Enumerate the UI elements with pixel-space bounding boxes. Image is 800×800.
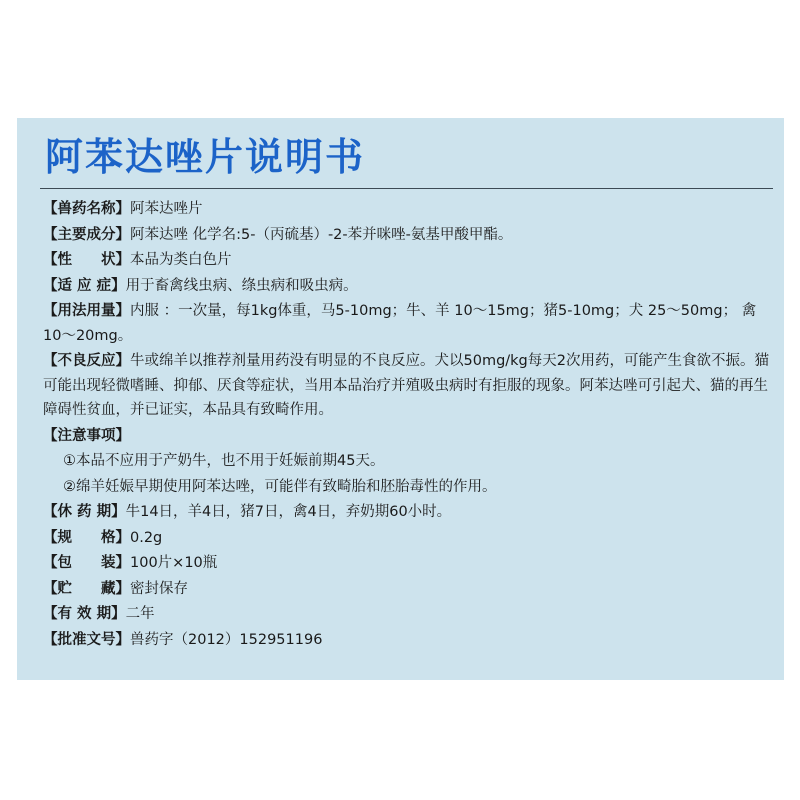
label-dosage: 【用法用量】 bbox=[43, 303, 130, 319]
value-storage: 密封保存 bbox=[130, 580, 188, 597]
value-packaging: 100片×10瓶 bbox=[130, 555, 218, 571]
row-drug-name bbox=[43, 197, 773, 222]
row-withdrawal-period bbox=[43, 500, 773, 525]
value-specification: 0.2g bbox=[130, 529, 163, 546]
label-packaging: 【包 装】 bbox=[43, 555, 130, 571]
row-indications bbox=[43, 274, 773, 299]
label-indications: 【适 应 症】 bbox=[43, 277, 126, 294]
value-shelf-life: 二年 bbox=[125, 606, 155, 622]
precaution-item: ②绵羊妊娠早期使用阿苯达唑，可能伴有致畸胎和胚胎毒性的作用。 bbox=[63, 478, 497, 495]
label-adverse-reactions: 【不良反应】 bbox=[43, 353, 130, 369]
leaflet-content bbox=[43, 197, 773, 653]
value-withdrawal-period: 牛14日，羊4日，猪7日，禽4日，弃奶期60小时。 bbox=[125, 504, 452, 520]
row-adverse-reactions bbox=[43, 349, 773, 423]
value-appearance: 本品为类白色片 bbox=[130, 252, 232, 268]
label-precautions: 【注意事项】 bbox=[43, 427, 130, 444]
precaution-item: ①本品不应用于产奶牛，也不用于妊娠前期45天。 bbox=[63, 453, 385, 469]
row-shelf-life bbox=[43, 602, 773, 627]
label-approval-number: 【批准文号】 bbox=[43, 631, 130, 648]
label-shelf-life: 【有 效 期】 bbox=[43, 606, 126, 622]
label-specification: 【规 格】 bbox=[43, 529, 130, 546]
row-ingredients bbox=[43, 223, 773, 248]
title-divider bbox=[40, 188, 773, 189]
value-indications: 用于畜禽线虫病、绦虫病和吸虫病。 bbox=[125, 277, 358, 294]
row-approval-number bbox=[43, 628, 773, 653]
value-drug-name: 阿苯达唑片 bbox=[130, 201, 203, 217]
value-adverse-reactions: 牛或绵羊以推荐剂量用药没有明显的不良反应。犬以50mg/kg每天2次用药，可能产生食欲不振。猫可能出现轻微嗜睡、抑郁、厌食等症状，当用本品治疗并殖吸虫病时有拒服的现象。阿苯达唑可引起犬、猫的再生障碍性贫血，并已证实，本品具有致畸作用。 bbox=[43, 353, 769, 418]
label-withdrawal-period: 【休 药 期】 bbox=[43, 504, 126, 520]
row-dosage bbox=[43, 299, 773, 348]
value-approval-number: 兽药字（2012）152951196 bbox=[130, 631, 323, 648]
value-ingredients: 阿苯达唑 化学名:5-（丙硫基）-2-苯并咪唑-氨基甲酸甲酯。 bbox=[130, 226, 513, 243]
document-title: 阿苯达唑片说明书 bbox=[45, 135, 366, 179]
row-specification bbox=[43, 526, 773, 551]
row-packaging bbox=[43, 551, 773, 576]
row-precautions bbox=[43, 424, 773, 449]
label-drug-name: 【兽药名称】 bbox=[43, 201, 130, 217]
label-appearance: 【性 状】 bbox=[43, 252, 130, 268]
label-ingredients: 【主要成分】 bbox=[43, 226, 130, 243]
value-dosage: 内服 ：一次量，每1kg体重，马5-10mg；牛、羊 10～15mg；猪5-10mg；犬 25～50mg； 禽10～20mg。 bbox=[43, 303, 757, 344]
label-storage: 【贮 藏】 bbox=[43, 580, 130, 597]
row-appearance bbox=[43, 248, 773, 273]
row-storage bbox=[43, 577, 773, 602]
